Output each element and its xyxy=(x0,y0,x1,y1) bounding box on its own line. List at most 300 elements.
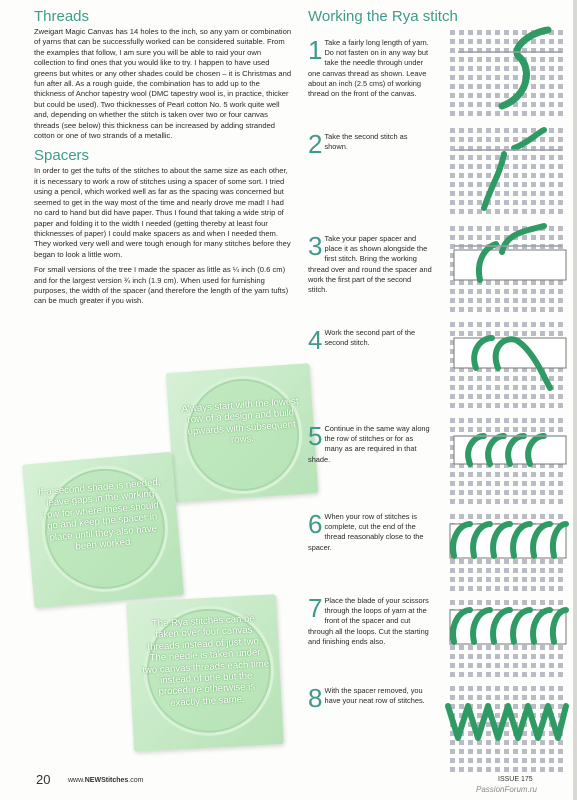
canvas-hole xyxy=(477,403,482,408)
canvas-hole xyxy=(540,568,545,573)
canvas-hole xyxy=(459,568,464,573)
canvas-hole xyxy=(468,686,473,691)
canvas-hole xyxy=(450,663,455,668)
canvas-hole xyxy=(450,30,455,35)
canvas-hole xyxy=(468,280,473,285)
canvas-hole xyxy=(540,93,545,98)
canvas-hole xyxy=(450,235,455,240)
canvas-hole xyxy=(513,394,518,399)
tip-card-1 xyxy=(166,363,319,503)
canvas-hole xyxy=(495,472,500,477)
canvas-hole xyxy=(504,654,509,659)
canvas-hole xyxy=(513,654,518,659)
canvas-hole xyxy=(558,514,563,519)
canvas-hole xyxy=(531,111,536,116)
canvas-hole xyxy=(459,514,464,519)
step-number: 7 xyxy=(308,593,323,623)
canvas-hole xyxy=(540,66,545,71)
canvas-grid xyxy=(450,686,563,772)
canvas-hole xyxy=(522,102,527,107)
canvas-hole xyxy=(549,568,554,573)
canvas-hole xyxy=(495,137,500,142)
canvas-hole xyxy=(522,499,527,504)
canvas-hole xyxy=(513,672,518,677)
canvas-hole xyxy=(540,418,545,423)
canvas-hole xyxy=(486,173,491,178)
canvas-hole xyxy=(558,490,563,495)
canvas-hole xyxy=(450,559,455,564)
canvas-hole xyxy=(522,200,527,205)
canvas-hole xyxy=(540,654,545,659)
canvas-hole xyxy=(450,758,455,763)
canvas-hole xyxy=(504,731,509,736)
canvas-hole xyxy=(459,66,464,71)
canvas-hole xyxy=(495,577,500,582)
canvas-hole xyxy=(459,102,464,107)
canvas-hole xyxy=(522,298,527,303)
tip-card-2 xyxy=(22,452,184,609)
canvas-hole xyxy=(477,235,482,240)
canvas-hole xyxy=(549,740,554,745)
canvas-hole xyxy=(477,289,482,294)
canvas-hole xyxy=(504,749,509,754)
canvas-hole xyxy=(468,654,473,659)
canvas-hole xyxy=(477,298,482,303)
canvas-hole xyxy=(549,137,554,142)
canvas-hole xyxy=(495,403,500,408)
canvas-hole xyxy=(531,663,536,668)
canvas-hole xyxy=(558,209,563,214)
canvas-hole xyxy=(459,586,464,591)
canvas-hole xyxy=(450,331,455,336)
canvas-hole xyxy=(540,322,545,327)
canvas-hole xyxy=(468,111,473,116)
canvas-hole xyxy=(495,586,500,591)
canvas-hole xyxy=(558,226,563,231)
canvas-hole xyxy=(468,418,473,423)
canvas-hole xyxy=(549,307,554,312)
canvas-hole xyxy=(558,427,563,432)
tip-text-2: If a second shade is needed, leave gaps in the working row for where these should go and keep the spacer in place until they also have been worked. xyxy=(37,476,161,553)
canvas-hole xyxy=(486,322,491,327)
canvas-hole xyxy=(504,298,509,303)
canvas-hole xyxy=(513,376,518,381)
canvas-hole xyxy=(558,385,563,390)
canvas-hole xyxy=(486,137,491,142)
canvas-hole xyxy=(504,499,509,504)
canvas-hole xyxy=(531,514,536,519)
url-brand: NEWStitches xyxy=(84,777,129,784)
canvas-hole xyxy=(549,298,554,303)
canvas-hole xyxy=(540,672,545,677)
canvas-hole xyxy=(513,481,518,486)
canvas-hole xyxy=(522,740,527,745)
canvas-hole xyxy=(468,577,473,582)
canvas-hole xyxy=(468,191,473,196)
canvas-hole xyxy=(513,84,518,89)
canvas-hole xyxy=(558,686,563,691)
canvas-hole xyxy=(513,173,518,178)
canvas-hole xyxy=(540,514,545,519)
canvas-hole xyxy=(522,191,527,196)
canvas-hole xyxy=(513,385,518,390)
canvas-hole xyxy=(540,280,545,285)
diagram-step-6 xyxy=(440,510,570,594)
canvas-hole xyxy=(495,66,500,71)
canvas-hole xyxy=(522,767,527,772)
canvas-hole xyxy=(522,481,527,486)
canvas-hole xyxy=(486,394,491,399)
canvas-hole xyxy=(495,289,500,294)
canvas-hole xyxy=(558,472,563,477)
canvas-hole xyxy=(513,514,518,519)
canvas-hole xyxy=(513,559,518,564)
canvas-hole xyxy=(531,645,536,650)
canvas-hole xyxy=(531,418,536,423)
canvas-hole xyxy=(477,322,482,327)
canvas-hole xyxy=(531,191,536,196)
canvas-hole xyxy=(477,427,482,432)
canvas-hole xyxy=(558,758,563,763)
canvas-hole xyxy=(450,427,455,432)
canvas-hole xyxy=(477,394,482,399)
canvas-hole xyxy=(540,499,545,504)
canvas-hole xyxy=(468,289,473,294)
canvas-hole xyxy=(504,191,509,196)
canvas-hole xyxy=(549,226,554,231)
canvas-hole xyxy=(513,128,518,133)
canvas-hole xyxy=(558,235,563,240)
paper-spacer xyxy=(450,524,566,558)
canvas-hole xyxy=(486,289,491,294)
canvas-hole xyxy=(486,740,491,745)
step-8 xyxy=(308,683,432,713)
canvas-hole xyxy=(459,137,464,142)
canvas-hole xyxy=(459,128,464,133)
canvas-hole xyxy=(531,490,536,495)
canvas-hole xyxy=(495,280,500,285)
canvas-hole xyxy=(468,767,473,772)
canvas-hole xyxy=(468,731,473,736)
canvas-hole xyxy=(531,75,536,80)
canvas-hole xyxy=(450,740,455,745)
canvas-hole xyxy=(513,767,518,772)
canvas-hole xyxy=(495,490,500,495)
step-number: 2 xyxy=(308,129,323,159)
canvas-hole xyxy=(558,645,563,650)
canvas-hole xyxy=(513,472,518,477)
canvas-hole xyxy=(522,758,527,763)
canvas-hole xyxy=(558,403,563,408)
canvas-hole xyxy=(558,672,563,677)
canvas-hole xyxy=(522,331,527,336)
canvas-hole xyxy=(513,758,518,763)
canvas-hole xyxy=(459,307,464,312)
canvas-hole xyxy=(513,155,518,160)
canvas-hole xyxy=(513,30,518,35)
canvas-hole xyxy=(540,298,545,303)
canvas-hole xyxy=(549,235,554,240)
canvas-hole xyxy=(477,164,482,169)
canvas-hole xyxy=(468,200,473,205)
canvas-hole xyxy=(531,385,536,390)
canvas-hole xyxy=(450,514,455,519)
step-text: Take the second stitch as shown. xyxy=(324,132,408,152)
canvas-hole xyxy=(459,418,464,423)
canvas-hole xyxy=(468,209,473,214)
canvas-hole xyxy=(468,490,473,495)
canvas-hole xyxy=(477,30,482,35)
canvas-hole xyxy=(486,568,491,573)
canvas-hole xyxy=(558,394,563,399)
canvas-hole xyxy=(459,30,464,35)
canvas-hole xyxy=(450,695,455,700)
canvas-hole xyxy=(513,600,518,605)
canvas-hole xyxy=(504,481,509,486)
canvas-hole xyxy=(504,559,509,564)
canvas-hole xyxy=(468,586,473,591)
canvas-hole xyxy=(540,331,545,336)
canvas-hole xyxy=(531,84,536,89)
canvas-hole xyxy=(459,385,464,390)
canvas-hole xyxy=(522,427,527,432)
canvas-hole xyxy=(468,307,473,312)
canvas-hole xyxy=(450,48,455,53)
canvas-hole xyxy=(558,191,563,196)
canvas-hole xyxy=(495,57,500,62)
canvas-hole xyxy=(477,331,482,336)
canvas-hole xyxy=(468,182,473,187)
canvas-hole xyxy=(504,164,509,169)
canvas-hole xyxy=(522,600,527,605)
canvas-hole xyxy=(531,586,536,591)
canvas-hole xyxy=(549,155,554,160)
canvas-hole xyxy=(522,376,527,381)
rya-stitch-heading: Working the Rya stitch xyxy=(308,8,458,25)
diagram-step-8 xyxy=(440,682,570,772)
canvas-hole xyxy=(468,663,473,668)
canvas-hole xyxy=(459,57,464,62)
page-edge xyxy=(573,0,577,800)
canvas-hole xyxy=(540,600,545,605)
canvas-hole xyxy=(549,663,554,668)
spacers-paragraph-2: For small versions of the tree I made the spacer as little as ¼ inch (0.6 cm) and for the largest version ¾ inch (1.9 cm). When used for furnishing purposes, the width of the spacer (and therefore the length of the yarn tufts) can be much greater if you wish. xyxy=(34,265,289,306)
canvas-hole xyxy=(477,66,482,71)
canvas-hole xyxy=(549,191,554,196)
canvas-hole xyxy=(540,155,545,160)
canvas-hole xyxy=(531,200,536,205)
spacers-heading: Spacers xyxy=(34,147,90,165)
canvas-hole xyxy=(495,111,500,116)
canvas-hole xyxy=(558,102,563,107)
canvas-hole xyxy=(486,418,491,423)
canvas-hole xyxy=(558,663,563,668)
canvas-hole xyxy=(477,645,482,650)
canvas-hole xyxy=(513,499,518,504)
canvas-hole xyxy=(459,758,464,763)
canvas-hole xyxy=(540,200,545,205)
canvas-hole xyxy=(450,289,455,294)
canvas-hole xyxy=(468,128,473,133)
website-url[interactable] xyxy=(68,777,143,784)
canvas-hole xyxy=(513,749,518,754)
canvas-hole xyxy=(504,111,509,116)
canvas-hole xyxy=(531,767,536,772)
canvas-hole xyxy=(522,128,527,133)
canvas-hole xyxy=(522,686,527,691)
canvas-hole xyxy=(450,767,455,772)
canvas-hole xyxy=(477,663,482,668)
canvas-hole xyxy=(540,84,545,89)
canvas-hole xyxy=(495,322,500,327)
canvas-hole xyxy=(450,209,455,214)
canvas-hole xyxy=(477,84,482,89)
canvas-hole xyxy=(540,749,545,754)
step-text: Take your paper spacer and place it as shown alongside the first stitch. Bring the working thread over and round the spacer and work the first part of the second stitch. xyxy=(308,234,432,295)
canvas-hole xyxy=(540,289,545,294)
canvas-hole xyxy=(522,654,527,659)
canvas-hole xyxy=(477,155,482,160)
canvas-hole xyxy=(531,66,536,71)
canvas-hole xyxy=(522,695,527,700)
canvas-hole xyxy=(459,481,464,486)
canvas-hole xyxy=(549,577,554,582)
canvas-hole xyxy=(558,84,563,89)
canvas-hole xyxy=(504,672,509,677)
canvas-hole xyxy=(504,376,509,381)
canvas-hole xyxy=(531,758,536,763)
canvas-hole xyxy=(486,39,491,44)
canvas-hole xyxy=(549,695,554,700)
canvas-hole xyxy=(522,182,527,187)
watermark: PassionForum.ru xyxy=(476,785,537,794)
diagram-step-2 xyxy=(440,124,570,220)
canvas-hole xyxy=(450,672,455,677)
canvas-hole xyxy=(558,331,563,336)
canvas-hole xyxy=(513,403,518,408)
canvas-hole xyxy=(549,111,554,116)
step-number: 8 xyxy=(308,683,323,713)
canvas-hole xyxy=(468,66,473,71)
canvas-hole xyxy=(450,226,455,231)
canvas-hole xyxy=(531,654,536,659)
canvas-hole xyxy=(531,568,536,573)
canvas-hole xyxy=(531,559,536,564)
canvas-hole xyxy=(495,704,500,709)
canvas-hole xyxy=(486,403,491,408)
step-text: Take a fairly long length of yarn. Do not fasten on in any way but take the needle through under one canvas thread as shown. Leave about an inch (2.5 cms) of working thread on the front of the canvas. xyxy=(308,38,429,99)
canvas-hole xyxy=(540,191,545,196)
canvas-hole xyxy=(531,39,536,44)
canvas-hole xyxy=(513,200,518,205)
canvas-hole xyxy=(558,767,563,772)
canvas-hole xyxy=(495,385,500,390)
canvas-hole xyxy=(450,499,455,504)
canvas-hole xyxy=(495,75,500,80)
canvas-hole xyxy=(468,385,473,390)
canvas-hole xyxy=(486,307,491,312)
canvas-hole xyxy=(540,209,545,214)
canvas-hole xyxy=(513,289,518,294)
canvas-hole xyxy=(459,191,464,196)
canvas-hole xyxy=(450,568,455,573)
canvas-hole xyxy=(486,102,491,107)
canvas-hole xyxy=(477,490,482,495)
paper-spacer xyxy=(454,250,566,280)
canvas-hole xyxy=(486,84,491,89)
canvas-hole xyxy=(450,111,455,116)
canvas-hole xyxy=(513,645,518,650)
canvas-hole xyxy=(522,280,527,285)
canvas-hole xyxy=(549,654,554,659)
canvas-hole xyxy=(495,331,500,336)
canvas-hole xyxy=(468,403,473,408)
canvas-hole xyxy=(468,427,473,432)
canvas-hole xyxy=(504,758,509,763)
canvas-hole xyxy=(459,173,464,178)
canvas-hole xyxy=(540,111,545,116)
canvas-hole xyxy=(486,226,491,231)
diagram-step-1 xyxy=(440,26,570,122)
canvas-hole xyxy=(459,472,464,477)
canvas-hole xyxy=(450,102,455,107)
canvas-hole xyxy=(513,663,518,668)
step-4 xyxy=(308,325,432,355)
canvas-hole xyxy=(450,586,455,591)
canvas-hole xyxy=(450,307,455,312)
canvas-hole xyxy=(495,749,500,754)
canvas-hole xyxy=(540,767,545,772)
canvas-hole xyxy=(531,394,536,399)
canvas-hole xyxy=(531,93,536,98)
canvas-hole xyxy=(495,568,500,573)
canvas-hole xyxy=(495,427,500,432)
canvas-hole xyxy=(558,289,563,294)
step-number: 4 xyxy=(308,325,323,355)
canvas-hole xyxy=(459,654,464,659)
canvas-hole xyxy=(450,173,455,178)
canvas-hole xyxy=(468,322,473,327)
canvas-hole xyxy=(504,84,509,89)
step-2 xyxy=(308,129,432,159)
canvas-hole xyxy=(504,663,509,668)
canvas-hole xyxy=(477,102,482,107)
canvas-hole xyxy=(504,490,509,495)
canvas-hole xyxy=(468,226,473,231)
canvas-hole xyxy=(549,66,554,71)
canvas-hole xyxy=(531,322,536,327)
canvas-hole xyxy=(531,686,536,691)
canvas-hole xyxy=(558,695,563,700)
canvas-hole xyxy=(504,173,509,178)
canvas-hole xyxy=(549,173,554,178)
canvas-hole xyxy=(522,663,527,668)
canvas-hole xyxy=(504,472,509,477)
canvas-hole xyxy=(504,66,509,71)
canvas-hole xyxy=(549,472,554,477)
canvas-hole xyxy=(495,30,500,35)
step-7 xyxy=(308,593,432,647)
canvas-hole xyxy=(558,704,563,709)
canvas-hole xyxy=(504,577,509,582)
canvas-hole xyxy=(504,322,509,327)
canvas-hole xyxy=(459,559,464,564)
canvas-hole xyxy=(477,481,482,486)
canvas-hole xyxy=(477,128,482,133)
canvas-hole xyxy=(468,749,473,754)
canvas-hole xyxy=(504,182,509,187)
canvas-hole xyxy=(522,672,527,677)
